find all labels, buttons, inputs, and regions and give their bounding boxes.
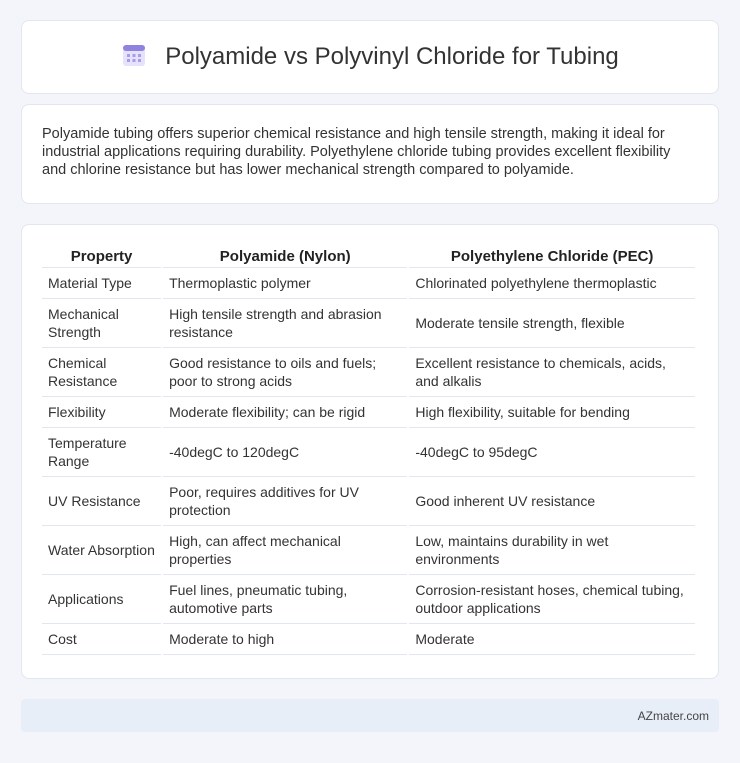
property-cell: Temperature Range — [42, 428, 161, 477]
pec-cell: -40degC to 95degC — [409, 428, 695, 477]
table-row — [42, 348, 695, 397]
polyamide-cell: Good resistance to oils and fuels; poor to strong acids — [163, 348, 407, 397]
polyamide-cell: Moderate to high — [163, 624, 407, 655]
polyamide-cell: Moderate flexibility; can be rigid — [163, 397, 407, 428]
property-cell: Flexibility — [42, 397, 161, 428]
property-cell: UV Resistance — [42, 477, 161, 526]
footer-brand: AZmater.com — [637, 708, 709, 723]
column-header-property: Property — [42, 246, 161, 268]
pec-cell: Low, maintains durability in wet environments — [409, 526, 695, 575]
property-cell: Mechanical Strength — [42, 299, 161, 348]
polyamide-cell: Fuel lines, pneumatic tubing, automotive parts — [163, 575, 407, 624]
table-row — [42, 624, 695, 655]
intro-card — [21, 104, 719, 204]
table-row — [42, 575, 695, 624]
table-row — [42, 397, 695, 428]
calendar-grid-icon — [121, 42, 147, 73]
polyamide-cell: Poor, requires additives for UV protection — [163, 477, 407, 526]
property-cell: Material Type — [42, 268, 161, 299]
polyamide-cell: High, can affect mechanical properties — [163, 526, 407, 575]
table-row — [42, 428, 695, 477]
polyamide-cell: -40degC to 120degC — [163, 428, 407, 477]
polyamide-cell: Thermoplastic polymer — [163, 268, 407, 299]
table-row — [42, 477, 695, 526]
pec-cell: High flexibility, suitable for bending — [409, 397, 695, 428]
pec-cell: Moderate — [409, 624, 695, 655]
header-card — [21, 20, 719, 94]
table-row — [42, 268, 695, 299]
table-row — [42, 299, 695, 348]
intro-paragraph: Polyamide tubing offers superior chemical resistance and high tensile strength, making it ideal for industrial applications requiring durability. Polyethylene chloride tubing provides excellent flexibility and chlorine resistance but has lower mechanical strength compared to polyamide. — [42, 126, 671, 179]
pec-cell: Chlorinated polyethylene thermoplastic — [409, 268, 695, 299]
property-cell: Cost — [42, 624, 161, 655]
pec-cell: Corrosion-resistant hoses, chemical tubing, outdoor applications — [409, 575, 695, 624]
pec-cell: Good inherent UV resistance — [409, 477, 695, 526]
property-cell: Water Absorption — [42, 526, 161, 575]
table-row — [42, 526, 695, 575]
polyamide-cell: High tensile strength and abrasion resistance — [163, 299, 407, 348]
column-header-polyamide: Polyamide (Nylon) — [163, 246, 407, 268]
table-header-row — [42, 246, 695, 268]
comparison-table-card — [21, 224, 719, 679]
footer — [21, 699, 719, 732]
comparison-table — [40, 246, 697, 655]
pec-cell: Excellent resistance to chemicals, acids, and alkalis — [409, 348, 695, 397]
column-header-pec: Polyethylene Chloride (PEC) — [409, 246, 695, 268]
page-title: Polyamide vs Polyvinyl Chloride for Tubing — [165, 43, 619, 70]
pec-cell: Moderate tensile strength, flexible — [409, 299, 695, 348]
property-cell: Chemical Resistance — [42, 348, 161, 397]
property-cell: Applications — [42, 575, 161, 624]
